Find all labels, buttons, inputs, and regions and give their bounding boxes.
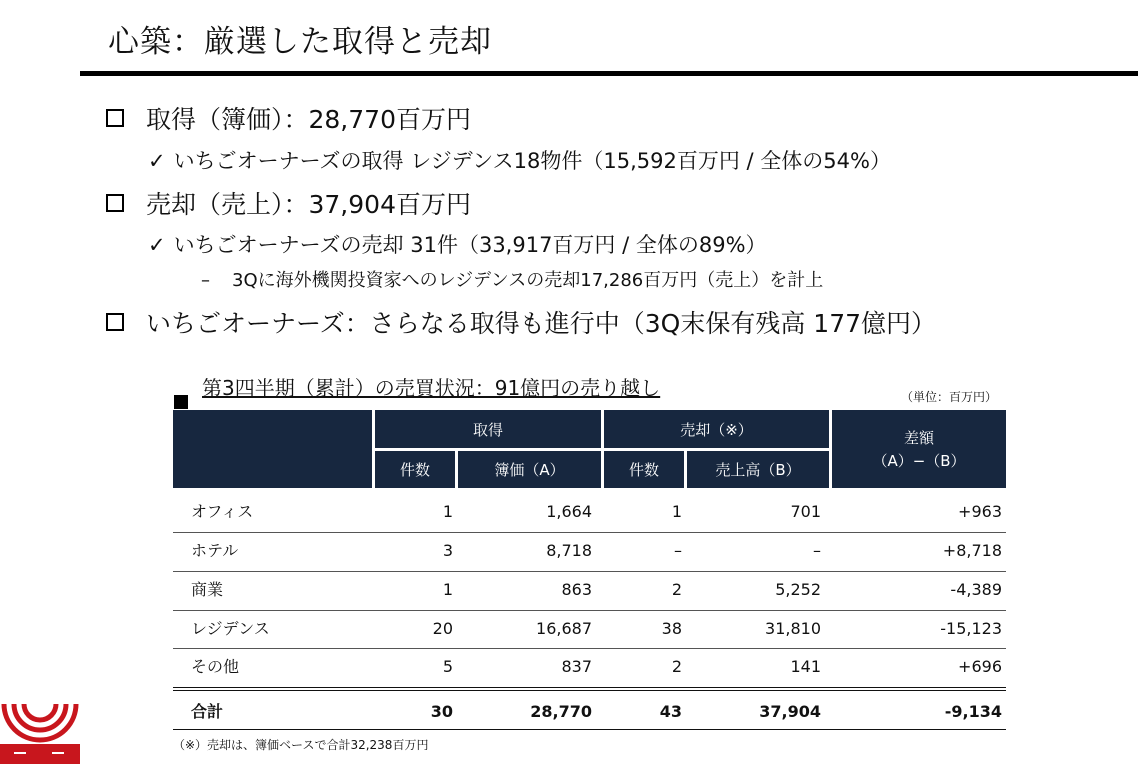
cell-sale-count: 1 bbox=[671, 502, 682, 521]
header-acq-count: 件数 bbox=[375, 451, 455, 488]
cell-revenue: 37,904 bbox=[759, 702, 821, 721]
cell-difference: +963 bbox=[958, 502, 1002, 521]
cell-acq-count: 20 bbox=[432, 619, 453, 638]
bullet-acquisition-text: 取得（簿価）：28,770百万円 bbox=[146, 105, 471, 134]
sub-sale bbox=[148, 229, 767, 259]
cell-category: 商業 bbox=[191, 580, 224, 599]
square-bullet-icon bbox=[174, 395, 188, 409]
bullet-sale-text: 売却（売上）：37,904百万円 bbox=[146, 190, 471, 219]
sub-acquisition-text: いちごオーナーズの取得 レジデンス18物件（15,592百万円 / 全体の54%） bbox=[173, 149, 891, 173]
page-title: 心築：厳選した取得と売却 bbox=[108, 24, 492, 60]
checkbox-square-icon bbox=[106, 313, 124, 331]
cell-category: 合計 bbox=[191, 702, 224, 721]
cell-book-value: 8,718 bbox=[546, 541, 592, 560]
checkbox-square-icon bbox=[106, 194, 124, 212]
table-title bbox=[174, 372, 660, 409]
sub-sale-text: いちごオーナーズの売却 31件（33,917百万円 / 全体の89%） bbox=[173, 233, 767, 257]
cell-revenue: – bbox=[813, 541, 821, 560]
cell-revenue: 5,252 bbox=[775, 580, 821, 599]
cell-acq-count: 3 bbox=[442, 541, 453, 560]
cell-book-value: 16,687 bbox=[536, 619, 592, 638]
cell-sale-count: – bbox=[674, 541, 682, 560]
table-divider bbox=[173, 571, 1006, 572]
table-divider bbox=[173, 690, 1006, 691]
table-title-text: 第3四半期（累計）の売買状況：91億円の売り越し bbox=[202, 376, 661, 400]
cell-acq-count: 1 bbox=[442, 580, 453, 599]
header-sale-count: 件数 bbox=[604, 451, 684, 488]
cell-sale-count: 2 bbox=[671, 580, 682, 599]
header-acquisition: 取得 bbox=[375, 410, 601, 448]
cell-acq-count: 30 bbox=[430, 702, 453, 721]
cell-book-value: 28,770 bbox=[530, 702, 592, 721]
header-book-value: 簿価（A） bbox=[458, 451, 601, 488]
cell-revenue: 701 bbox=[790, 502, 821, 521]
sub-sale-detail bbox=[201, 266, 823, 292]
cell-category: その他 bbox=[191, 657, 240, 676]
cell-acq-count: 1 bbox=[442, 502, 453, 521]
sub-acquisition bbox=[148, 145, 891, 175]
cell-difference: -15,123 bbox=[940, 619, 1002, 638]
cell-difference: +696 bbox=[958, 657, 1002, 676]
bullet-ichigo-owners-text: いちごオーナーズ：さらなる取得も進行中（3Q末保有残高 177億円） bbox=[146, 309, 937, 338]
table-divider bbox=[173, 729, 1006, 730]
header-difference bbox=[832, 410, 1006, 488]
ichigo-logo-icon bbox=[0, 700, 80, 764]
cell-category: レジデンス bbox=[191, 619, 270, 638]
header-sale: 売却（※） bbox=[604, 410, 829, 448]
checkmark-icon: ✓ bbox=[148, 233, 166, 257]
cell-book-value: 837 bbox=[561, 657, 592, 676]
table-divider bbox=[173, 610, 1006, 611]
cell-book-value: 863 bbox=[561, 580, 592, 599]
title-divider bbox=[80, 71, 1138, 76]
header-difference-label: 差額 bbox=[903, 429, 934, 447]
cell-category: オフィス bbox=[191, 502, 254, 521]
bullet-ichigo-owners bbox=[106, 304, 936, 340]
cell-sale-count: 43 bbox=[659, 702, 682, 721]
header-revenue: 売上高（B） bbox=[687, 451, 829, 488]
bullet-sale bbox=[106, 185, 471, 221]
cell-difference: -4,389 bbox=[950, 580, 1002, 599]
checkmark-icon: ✓ bbox=[148, 149, 166, 173]
table-divider bbox=[173, 687, 1006, 688]
table-divider bbox=[173, 532, 1006, 533]
cell-acq-count: 5 bbox=[442, 657, 453, 676]
cell-revenue: 141 bbox=[790, 657, 821, 676]
footnote: （※）売却は、簿価ベースで合計32,238百万円 bbox=[173, 738, 429, 752]
cell-category: ホテル bbox=[191, 541, 239, 560]
bullet-acquisition bbox=[106, 100, 471, 136]
cell-sale-count: 2 bbox=[671, 657, 682, 676]
header-category bbox=[173, 410, 372, 488]
cell-book-value: 1,664 bbox=[546, 502, 592, 521]
cell-sale-count: 38 bbox=[661, 619, 682, 638]
dash-icon: – bbox=[201, 270, 210, 291]
cell-difference: +8,718 bbox=[942, 541, 1002, 560]
checkbox-square-icon bbox=[106, 109, 124, 127]
unit-label: （単位：百万円） bbox=[901, 390, 998, 404]
sub-sale-detail-text: 3Qに海外機関投資家へのレジデンスの売却17,286百万円（売上）を計上 bbox=[232, 270, 824, 291]
header-difference-formula: （A）−（B） bbox=[872, 452, 966, 470]
table-divider bbox=[173, 648, 1006, 649]
cell-revenue: 31,810 bbox=[765, 619, 821, 638]
cell-difference: -9,134 bbox=[944, 702, 1002, 721]
